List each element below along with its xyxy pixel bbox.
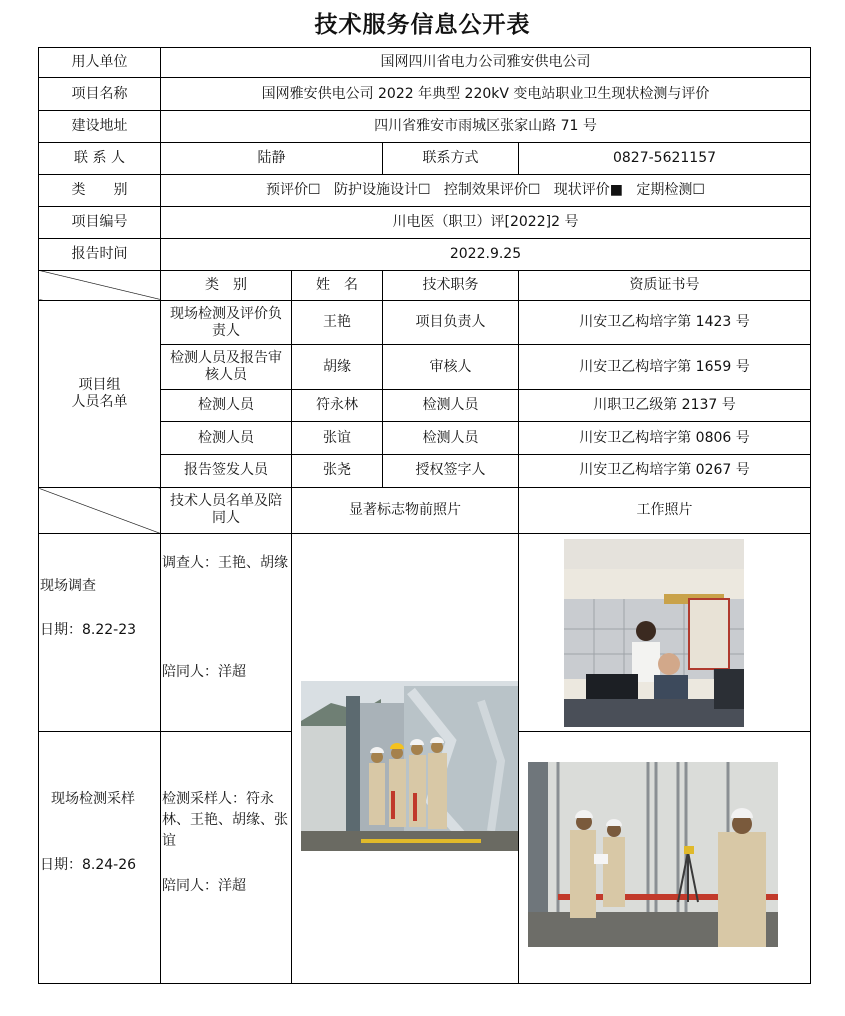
phone-value: 0827-5621157 <box>519 143 811 175</box>
landmark-photo-cell <box>292 533 519 983</box>
member-role: 项目负责人 <box>383 300 519 345</box>
diagonal-cell <box>39 488 161 534</box>
sampling-work-photo-cell <box>519 731 811 983</box>
row-contact <box>39 143 811 175</box>
report-time-label: 报告时间 <box>39 239 161 270</box>
photo-header-row <box>39 488 811 534</box>
category-control-effect: 控制效果评价☐ <box>443 182 541 199</box>
member-role: 授权签字人 <box>383 454 519 487</box>
address-value: 四川省雅安市雨城区张家山路 71 号 <box>161 110 811 142</box>
row-client <box>39 48 811 78</box>
survey-investigators: 调查人：王艳、胡缘 <box>162 554 288 571</box>
contact-label: 联 系 人 <box>39 143 161 175</box>
landmark-photo <box>301 681 519 851</box>
member-name: 张谊 <box>292 422 383 454</box>
survey-work-photo-cell <box>519 533 811 731</box>
photo-header-landmark: 显著标志物前照片 <box>292 488 519 534</box>
team-header-cert: 资质证书号 <box>519 270 811 300</box>
member-name: 胡缘 <box>292 345 383 390</box>
team-header-name: 姓 名 <box>292 270 383 300</box>
project-value: 国网雅安供电公司 2022 年典型 220kV 变电站职业卫生现状检测与评价 <box>161 78 811 110</box>
survey-work-photo <box>564 539 744 727</box>
team-header-category: 类 别 <box>161 270 292 300</box>
member-cert: 川安卫乙构培字第 1659 号 <box>519 345 811 390</box>
member-role: 审核人 <box>383 345 519 390</box>
photo-header-staff: 技术人员名单及陪同人 <box>161 488 292 534</box>
member-name: 王艳 <box>292 300 383 345</box>
category-status-evaluation: 现状评价■ <box>553 182 624 199</box>
diagonal-cell <box>39 270 161 300</box>
row-report-time <box>39 239 811 270</box>
team-row <box>39 300 811 345</box>
page-title: 技术服务信息公开表 <box>314 11 531 38</box>
code-label: 项目编号 <box>39 206 161 238</box>
photo-header-work: 工作照片 <box>519 488 811 534</box>
sampling-label-cell <box>39 731 161 983</box>
team-group-label: 项目组 人员名单 <box>39 300 161 487</box>
survey-escort: 陪同人：洋超 <box>162 663 246 680</box>
category-periodic-detection: 定期检测☐ <box>636 182 705 199</box>
team-header-row <box>39 270 811 300</box>
sampling-staff-cell <box>161 731 292 983</box>
sampling-label: 现场检测采样 <box>51 790 135 807</box>
member-role: 检测人员 <box>383 389 519 421</box>
member-category: 现场检测及评价负责人 <box>161 300 292 345</box>
project-label: 项目名称 <box>39 78 161 110</box>
sampling-samplers: 检测采样人：符永林、王艳、胡缘、张谊 <box>162 790 288 849</box>
survey-label-cell <box>39 533 161 731</box>
member-cert: 川安卫乙构培字第 1423 号 <box>519 300 811 345</box>
report-time-value: 2022.9.25 <box>161 239 811 270</box>
category-pre-evaluation: 预评价☐ <box>266 182 321 199</box>
member-cert: 川安卫乙构培字第 0806 号 <box>519 422 811 454</box>
contact-value: 陆静 <box>161 143 383 175</box>
info-table <box>38 47 811 984</box>
category-label: 类 别 <box>39 175 161 206</box>
sampling-work-photo <box>528 762 778 947</box>
member-category: 检测人员 <box>161 422 292 454</box>
survey-date: 日期：8.22-23 <box>40 621 137 638</box>
member-category: 报告签发人员 <box>161 454 292 487</box>
sampling-escort: 陪同人：洋超 <box>162 877 246 894</box>
client-value: 国网四川省电力公司雅安供电公司 <box>161 48 811 78</box>
member-cert: 川安卫乙构培字第 0267 号 <box>519 454 811 487</box>
sampling-date: 日期：8.24-26 <box>40 856 137 873</box>
member-category: 检测人员及报告审核人员 <box>161 345 292 390</box>
address-label: 建设地址 <box>39 110 161 142</box>
row-project <box>39 78 811 110</box>
member-role: 检测人员 <box>383 422 519 454</box>
row-address <box>39 110 811 142</box>
phone-label: 联系方式 <box>383 143 519 175</box>
row-code <box>39 206 811 238</box>
member-name: 张尧 <box>292 454 383 487</box>
row-category <box>39 175 811 206</box>
member-cert: 川职卫乙级第 2137 号 <box>519 389 811 421</box>
member-name: 符永林 <box>292 389 383 421</box>
category-options <box>161 175 811 206</box>
client-label: 用人单位 <box>39 48 161 78</box>
code-value: 川电医（职卫）评[2022]2 号 <box>161 206 811 238</box>
category-protection-design: 防护设施设计☐ <box>333 182 431 199</box>
survey-staff-cell <box>161 533 292 731</box>
survey-row <box>39 533 811 731</box>
survey-label: 现场调查 <box>40 577 96 594</box>
team-header-role: 技术职务 <box>383 270 519 300</box>
member-category: 检测人员 <box>161 389 292 421</box>
